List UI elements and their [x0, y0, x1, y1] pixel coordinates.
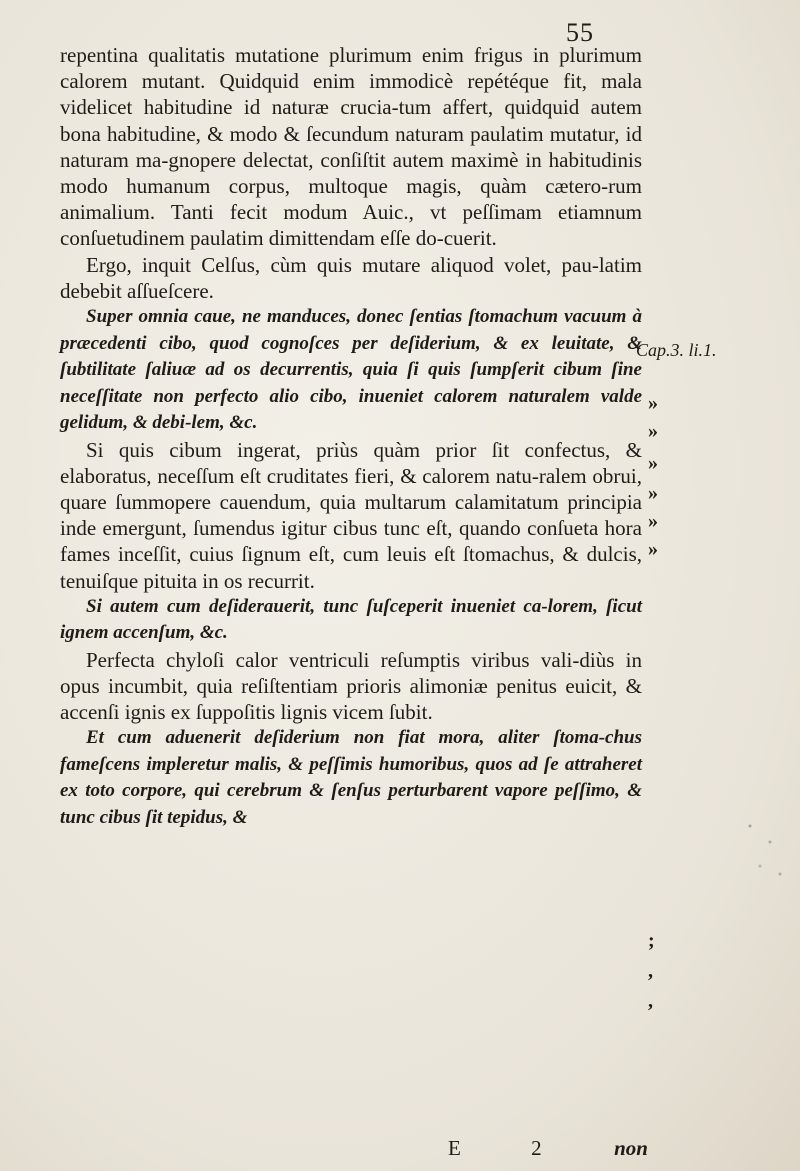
signature-number: 2 [531, 1136, 542, 1160]
signature-line [448, 1136, 648, 1161]
quote-mark: » [648, 452, 658, 474]
paragraph-7-quote: Et cum aduenerit deſiderium non fiat mora, aliter ſtoma-chus fameſcens impleretur malis, & peſſimis humoribus, quos ad ſe attraheret ex toto corpore, qui cerebrum & ſenſus perturbarent vapore peſſimo, & tunc cibus ſit tepidus, & [60, 727, 642, 828]
paragraph-3-quote: Super omnia caue, ne manduces, donec ſentias ſtomachum vacuum à præcedenti cibo, quod cognoſces per deſiderium, & ex leuitate, & ſubtilitate ſaliuæ ad os decurrentis, quia ſi quis ſumpſerit cibum ſine neceſſitate non perfecto alio cibo, inueniet calorem naturalem valde gelidum, & debi-lem, &c. [60, 306, 642, 434]
margin-citation: Cap.3. li.1. [636, 340, 717, 360]
paragraph-5-quote: Si autem cum deſiderauerit, tunc ſuſceperit inueniet ca-lorem, ſicut ignem accenſum, &c. [60, 595, 642, 644]
quote-mark: » [648, 420, 658, 442]
paragraph-6: Perfecta chyloſi calor ventriculi reſumptis viribus vali-diùs in opus incumbit, quia reſiſtentiam prioris alimoniæ penitus euicit, & accenſi ignis ex ſuppoſitis lignis vicem ſubit. [60, 647, 642, 725]
page-number: 55 [566, 18, 594, 47]
signature-mark: E [448, 1136, 461, 1160]
paragraph-4: Si quis cibum ingerat, priùs quàm prior ſit confectus, & elaboratus, neceſſum eſt cruditates fieri, & calorem natu-ralem obrui, quare ſummopere cauendum, quia multarum calamitatum principia inde emergunt, ſumendus igitur cibus tunc eſt, quando conſueta hora fames inceſſit, cuius ſignum eſt, cum leuis eſt ſtomachus, & dulcis, tenuiſque pituita in os recurrit. [60, 437, 642, 593]
quote-mark: » [648, 538, 658, 560]
paragraph-2: Ergo, inquit Celſus, cùm quis mutare aliquod volet, pau-latim debebit aſſueſcere. [60, 252, 642, 303]
quote-mark: , [648, 960, 653, 982]
main-text-block [60, 42, 642, 831]
quote-mark: » [648, 392, 658, 414]
quote-mark: ; [648, 930, 655, 952]
quote-mark: , [648, 990, 653, 1012]
catchword: non [614, 1136, 648, 1160]
paper-specks [740, 810, 790, 890]
quote-mark: » [648, 510, 658, 532]
quote-mark: » [648, 482, 658, 504]
paragraph-1: repentina qualitatis mutatione plurimum enim frigus in plurimum calorem mutant. Quidquid enim immodicè repétéque fit, mala videlicet habitudine id naturæ crucia-tum affert, quidquid autem bona habitudine, & modo & ſecundum naturam paulatim mutatur, id naturam ma-gnopere delectat, conſiſtit autem maximè in habitudinis modo humanum corpus, multoque magis, quàm cætero-rum animalium. Tanti fecit modum Auic., vt peſſimam etiamnum conſuetudinem paulatim dimittendam eſſe do-cuerit. [60, 43, 642, 251]
